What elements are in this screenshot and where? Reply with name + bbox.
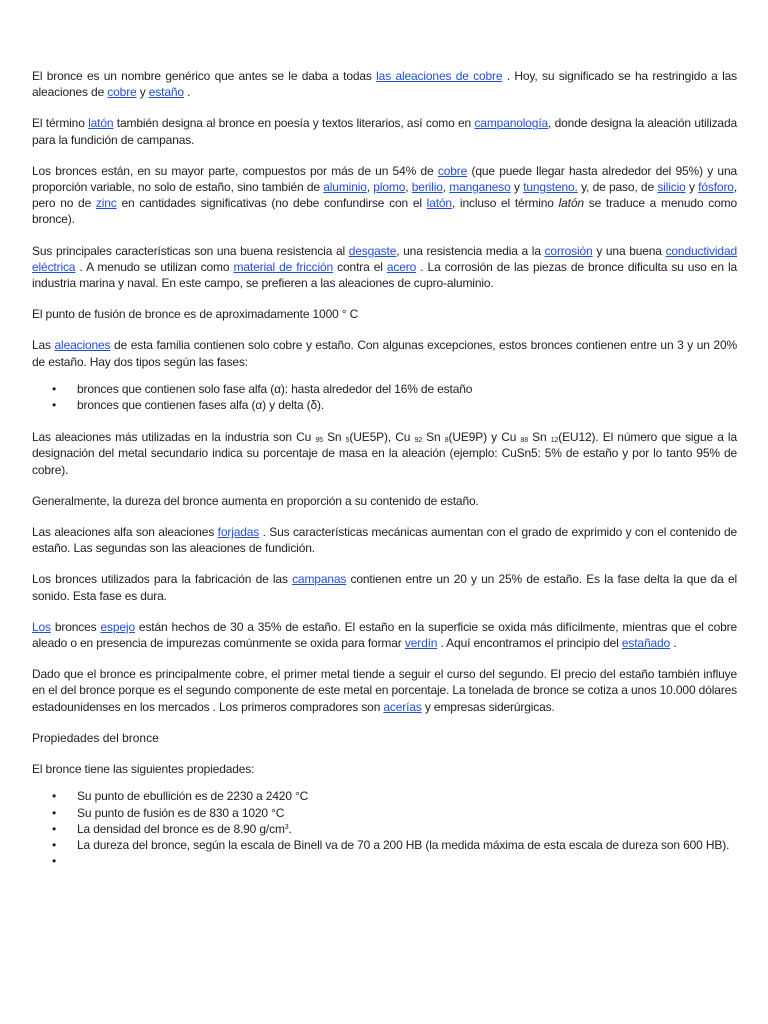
paragraph-intro bbox=[32, 68, 737, 100]
link-los[interactable]: Los bbox=[32, 619, 51, 634]
text: Los bronces están, en su mayor parte, compuestos por más de un 54% de bbox=[32, 163, 438, 178]
text: El bbox=[32, 69, 47, 83]
link-zinc[interactable]: zinc bbox=[95, 196, 117, 211]
link-aluminio[interactable]: aluminio bbox=[323, 180, 367, 195]
text: , bbox=[405, 180, 412, 195]
bullet-icon: • bbox=[52, 821, 57, 836]
text: , pero no de bbox=[32, 180, 737, 211]
link-plomo[interactable]: plomo bbox=[373, 180, 406, 195]
link-laton[interactable]: latón bbox=[426, 196, 452, 211]
paragraph-aleaciones bbox=[32, 337, 737, 369]
link-cobre[interactable]: cobre bbox=[437, 163, 468, 178]
link-manganeso[interactable]: manganeso bbox=[449, 180, 511, 195]
link-silicio[interactable]: silicio bbox=[657, 180, 686, 195]
paragraph-espejo bbox=[32, 619, 737, 651]
link-conductividad-electrica[interactable]: conductividad eléctrica bbox=[32, 243, 737, 274]
list-item-text: bronces que contienen fases alfa (α) y delta (δ). bbox=[77, 398, 325, 413]
text: (UE9P) y Cu bbox=[448, 430, 521, 445]
term: densidad del bronce bbox=[93, 821, 199, 836]
text: se traduce a menudo como bronce). bbox=[32, 196, 737, 227]
text: . bbox=[288, 821, 292, 836]
text: de esta familia contienen solo cobre y estaño. Con algunas excepciones, estos bronces contienen entre un 3 y un 20% de estaño. Hay dos tipos según las fases: bbox=[32, 338, 737, 369]
text: . A menudo se utilizan como bbox=[75, 259, 234, 274]
section-heading-propiedades: Propiedades del bronce bbox=[32, 730, 159, 745]
text: contra el bbox=[333, 259, 387, 274]
term: punto de ebullición bbox=[94, 789, 192, 804]
bullet-icon: • bbox=[52, 854, 57, 869]
text: Sus principales características son una buena resistencia al bbox=[32, 243, 349, 258]
text: y bbox=[685, 180, 699, 195]
text: La bbox=[77, 821, 94, 836]
text: Sn bbox=[322, 430, 346, 445]
paragraph-alfa bbox=[32, 524, 737, 556]
link-campanologia[interactable]: campanología bbox=[474, 116, 549, 131]
text: Dado que el bronce es principalmente cobre, el primer metal tiende a seguir el curso del segundo. El precio del estaño también influye en el del bronce porque es el segundo componente de este metal en porcentaje. La tonelada de bronce se cotiza a unos 10.000 dólares estadounidenses en los mercados . Los primeros compradores son bbox=[32, 667, 737, 714]
bullet-icon: • bbox=[52, 789, 57, 804]
text: es un nombre genérico que antes se le daba a todas bbox=[82, 69, 377, 83]
text: y bbox=[510, 180, 524, 195]
text: en cantidades significativas (no debe confundirse con el bbox=[116, 196, 427, 211]
paragraph-dureza bbox=[32, 493, 737, 509]
paragraph-punto-fusion bbox=[32, 306, 737, 322]
bullet-icon: • bbox=[52, 837, 57, 852]
text: (EU12). El número que sigue a la designación del metal secundario indica su porcentaje de masa en la aleación (ejemplo: CuSn5: 5% de estaño y por lo tanto 95% de cobre). bbox=[32, 430, 737, 477]
text: es de 2230 a 2420 °C bbox=[191, 789, 309, 804]
term: dureza del bronce bbox=[93, 837, 187, 852]
text: es de 830 a 1020 °C bbox=[174, 805, 285, 820]
text: . La corrosión de las piezas de bronce dificulta su uso en la industria marina y naval. En este campo, se prefieren a las aleaciones de cupro-aluminio. bbox=[32, 259, 737, 291]
text: Los bronces utilizados para la fabricación de las bbox=[32, 572, 293, 587]
text: , según la escala de Binell va de 70 a 200 HB (la medida máxima de esta escala de dureza son 600 HB). bbox=[186, 837, 730, 852]
link-verdin[interactable]: verdín bbox=[404, 636, 438, 651]
subscript: 5 bbox=[345, 437, 350, 445]
list-item bbox=[32, 788, 737, 804]
text: contienen entre un 20 y un 25% de estaño. Es la fase delta la que da el sonido. Esta fase es dura. bbox=[32, 572, 737, 603]
text: Su bbox=[77, 805, 95, 820]
link-tungsteno[interactable]: tungsteno. bbox=[523, 180, 578, 195]
text: Su bbox=[77, 789, 95, 804]
text: . bbox=[183, 85, 191, 100]
text: . bbox=[670, 636, 677, 651]
text: . Hoy, su significado se ha restringido a las aleaciones de bbox=[32, 69, 737, 100]
text: , una resistencia media a la bbox=[396, 243, 545, 258]
text: y empresas siderúrgicas. bbox=[421, 699, 555, 714]
link-berilio[interactable]: berilio bbox=[411, 180, 443, 195]
list-fases bbox=[32, 381, 737, 413]
bullet-icon: • bbox=[52, 381, 57, 396]
text: , bbox=[442, 180, 450, 195]
paragraph-campanas bbox=[32, 571, 737, 603]
text: Generalmente, la dureza del bronce aumenta en proporción a su contenido de estaño. bbox=[32, 493, 479, 508]
text: y bbox=[136, 85, 149, 100]
link-aleaciones[interactable]: aleaciones bbox=[54, 338, 111, 353]
text: también designa al bronce en poesía y textos literarios, así como en bbox=[113, 116, 475, 131]
bullet-icon: • bbox=[52, 398, 57, 413]
subscript: 88 bbox=[520, 437, 528, 445]
term: punto de fusión bbox=[94, 805, 175, 820]
link-forjadas[interactable]: forjadas bbox=[217, 525, 260, 540]
link-estanado[interactable]: estañado bbox=[621, 636, 671, 651]
text: y, de paso, de bbox=[577, 180, 658, 195]
list-item bbox=[32, 837, 737, 853]
text: . Aquí encontramos el principio del bbox=[437, 636, 622, 651]
text: y una buena bbox=[592, 243, 666, 258]
text: (que puede llegar hasta alrededor del 95%) y una proporción variable, no solo de estaño, sino también de bbox=[32, 163, 738, 195]
paragraph-propiedades-intro bbox=[32, 761, 737, 777]
list-item bbox=[32, 381, 737, 397]
paragraph-caracteristicas bbox=[32, 243, 737, 292]
text: La bbox=[77, 837, 94, 852]
text: , bbox=[366, 180, 374, 195]
text: El punto de fusión de bronce es de aproximadamente 1000 ° C bbox=[32, 307, 359, 322]
text: , donde designa la aleación utilizada para la fundición de campanas. bbox=[32, 116, 738, 147]
link-fosforo[interactable]: fósforo bbox=[698, 180, 734, 195]
link-espejo[interactable]: espejo bbox=[100, 619, 135, 634]
text: Sn bbox=[527, 430, 551, 445]
list-item bbox=[32, 821, 737, 837]
text: El término bbox=[32, 116, 89, 131]
text: Las aleaciones alfa son aleaciones bbox=[32, 525, 218, 540]
text: (UE5P), Cu bbox=[349, 430, 415, 445]
link-acerias[interactable]: acerías bbox=[383, 699, 422, 714]
paragraph-precio bbox=[32, 666, 737, 715]
list-item-text: bronces que contienen solo fase alfa (α): hasta alrededor del 16% de estaño bbox=[77, 381, 473, 396]
list-item bbox=[32, 397, 737, 413]
text: , incluso el término bbox=[451, 196, 559, 211]
link-laton[interactable]: latón bbox=[88, 116, 114, 131]
subscript: 92 bbox=[414, 437, 422, 445]
superscript: 3 bbox=[284, 823, 289, 831]
subscript: 95 bbox=[315, 437, 323, 445]
link-campanas[interactable]: campanas bbox=[292, 572, 347, 587]
text: Las bbox=[32, 338, 55, 353]
paragraph-aleaciones-industria bbox=[32, 429, 737, 478]
link-aleaciones-de-cobre[interactable]: las aleaciones de cobre bbox=[376, 69, 503, 83]
emphasis-laton: latón bbox=[558, 196, 584, 211]
link-corrosion[interactable]: corrosión bbox=[544, 243, 593, 258]
link-material-de-friccion[interactable]: material de fricción bbox=[233, 259, 334, 274]
subscript: 8 bbox=[444, 437, 449, 445]
link-cobre[interactable]: cobre bbox=[107, 85, 137, 100]
paragraph-laton bbox=[32, 115, 737, 147]
link-desgaste[interactable]: desgaste bbox=[348, 243, 397, 258]
list-item-empty bbox=[32, 853, 737, 869]
text: es de 8.90 g/cm bbox=[198, 821, 285, 836]
link-estano[interactable]: estaño bbox=[148, 85, 184, 100]
text: están hechos de 30 a 35% de estaño. El estaño en la superficie se oxida más difícilmente, mientras que el cobre aleado o en presencia de impurezas comúnmente se oxida para formar bbox=[32, 619, 738, 651]
list-item bbox=[32, 805, 737, 821]
text: Las aleaciones más utilizadas en la industria son Cu bbox=[32, 430, 316, 445]
text: El bronce tiene las siguientes propiedades: bbox=[32, 762, 255, 777]
list-propiedades bbox=[32, 788, 737, 869]
link-acero[interactable]: acero bbox=[386, 259, 417, 274]
bullet-icon: • bbox=[52, 805, 57, 820]
text: bronces bbox=[50, 619, 101, 634]
subscript: 12 bbox=[550, 437, 559, 445]
term-bronce: bronce bbox=[46, 69, 83, 83]
text: . Sus características mecánicas aumentan con el grado de exprimido y con el contenido de estaño. Las segundas son las aleaciones de fundición. bbox=[32, 525, 737, 556]
document-body bbox=[32, 68, 737, 885]
paragraph-composicion bbox=[32, 163, 737, 228]
text: Sn bbox=[421, 430, 445, 445]
